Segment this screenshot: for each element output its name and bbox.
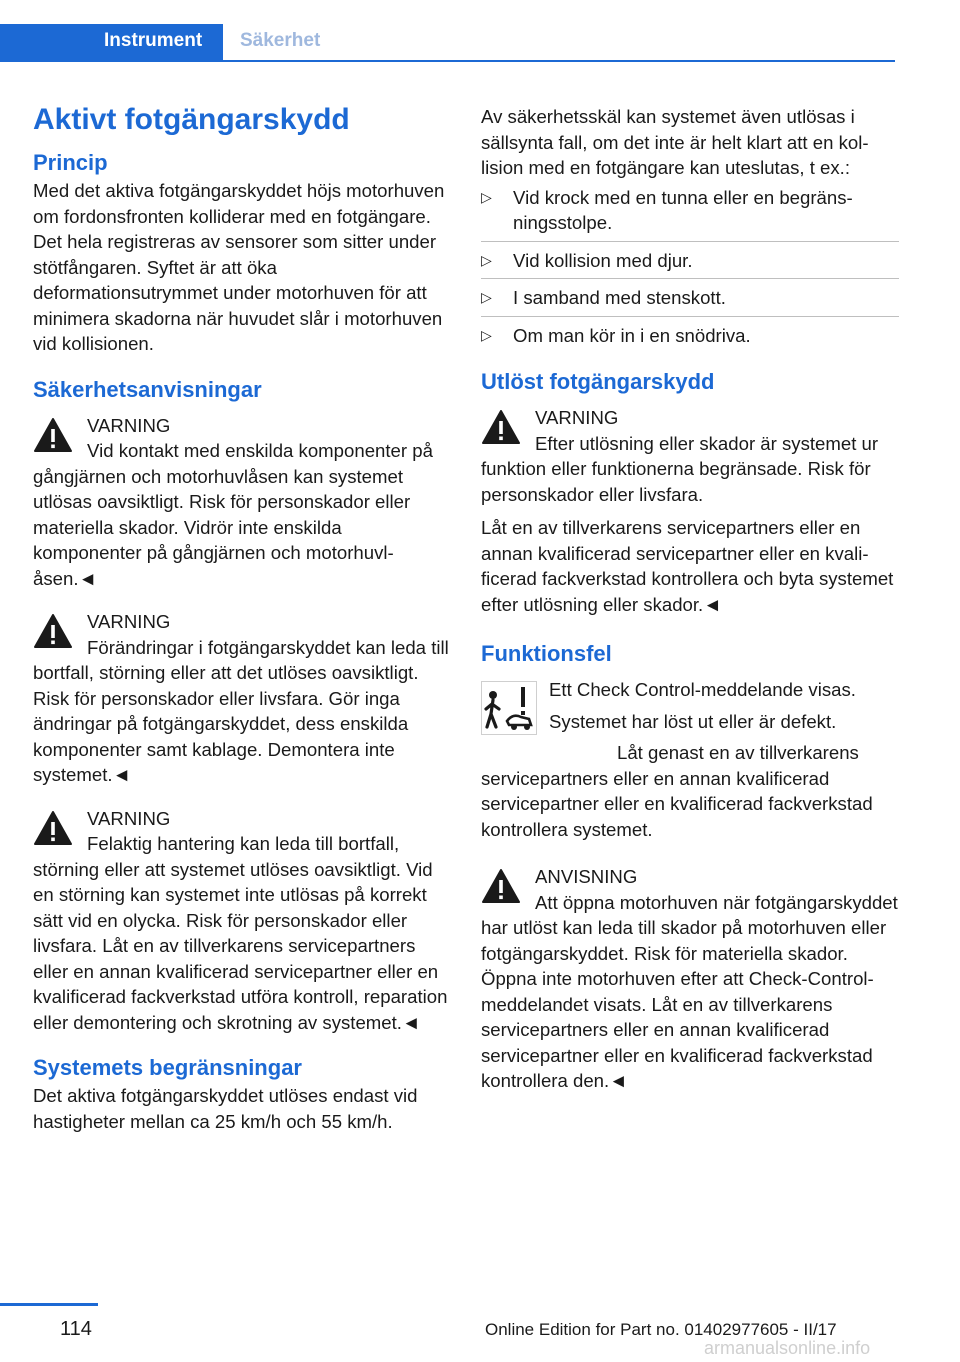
page-header	[0, 0, 895, 62]
footer-rule	[0, 1303, 98, 1306]
pedestrian-protection-warning-icon	[481, 681, 537, 735]
warning-triangle-icon	[33, 810, 73, 846]
warning-title: VARNING	[535, 407, 619, 428]
list-item-text: Om man kör in i en snödriva.	[513, 324, 751, 346]
notice-block	[481, 864, 899, 1094]
page-title: Aktivt fotgängarskydd	[33, 103, 350, 136]
page-number: 114	[60, 1318, 92, 1340]
warning-text: Efter utlösning eller skador är systemet ur funktion eller funktionerna begränsade. Risk för personskador eller livsfara.	[481, 432, 879, 505]
malfunction-line-1: Ett Check Control-meddelande visas.	[549, 679, 856, 700]
intro-paragraph: Av säkerhetsskäl kan systemet även utlösas i sällsynta fall, om det inte är helt klart att en kollision med en fotgängare kan uteslutas, t ex.:	[481, 106, 869, 178]
list-item	[481, 248, 899, 280]
malfunction-block	[481, 677, 899, 842]
bullet-list	[481, 185, 899, 354]
warning-triangle-icon	[481, 868, 521, 904]
header-rule	[0, 60, 895, 62]
warning-triangle-icon	[481, 409, 521, 445]
warning-triangle-icon	[33, 417, 73, 453]
malfunction-line-2: Systemet har löst ut eller är defekt.	[549, 710, 837, 732]
bullet-triangle-icon: ▷	[481, 326, 492, 343]
warning-block	[33, 609, 451, 788]
warning-title: VARNING	[87, 807, 171, 829]
warning-block	[33, 806, 451, 1036]
bullet-triangle-icon: ▷	[481, 251, 492, 268]
list-item-text: I samband med stenskott.	[513, 287, 726, 308]
watermark: armanualsonline.info	[704, 1338, 871, 1358]
warning-title: VARNING	[87, 611, 171, 632]
list-item-text: Vid krock med en tunna eller en begränsningsstolpe.	[513, 186, 853, 233]
section-heading-malfunction: Funktionsfel	[481, 641, 612, 666]
warning-text: Felaktig hantering kan leda till bortfall, störning eller att systemet utlöses oavsiktligt. Vid en störning kan systemet inte utlösas på korrekt sätt vid en olycka. Risk för personskador eller livsfara. Låt en av tillverkarens servicepartners eller en annan kvalificerad servicepartner eller en kvalificerad fackverkstad utföra kontroll, reparation eller demontering och skrotning av systemet.◄	[33, 833, 448, 1033]
warning-text: Förändringar i fotgängarskyddet kan leda till bortfall, störning eller att det utlöses oavsiktligt. Risk för personskador eller livsfara. Gör inga ändringar på fotgängarskyddet, dess enskilda komponenter samt kablage. Demontera inte systemet.◄	[33, 636, 449, 785]
warning-title: VARNING	[87, 414, 171, 436]
left-column	[33, 100, 451, 1134]
warning-block	[481, 405, 899, 507]
tab-sakerhet[interactable]: Säkerhet	[240, 30, 321, 51]
bullet-triangle-icon: ▷	[481, 289, 492, 305]
notice-title: ANVISNING	[535, 866, 638, 887]
warning-triangle-icon	[33, 613, 73, 649]
list-item	[481, 185, 899, 242]
section-heading-limits: Systemets begränsningar	[33, 1055, 302, 1080]
tab-instrument[interactable]	[0, 24, 223, 60]
list-item-text: Vid kollision med djur.	[513, 249, 693, 271]
tab-instrument-label: Instrument	[104, 30, 203, 51]
triggered-paragraph: Låt en av tillverkarens servicepartners eller en annan kvalificerad servicepartner eller en kvalificerad fackverkstad kontrollera och byta systemet efter utlösning eller skador.◄	[481, 517, 894, 615]
section-heading-safety: Säkerhetsanvisningar	[33, 376, 262, 402]
warning-text: Vid kontakt med enskilda komponenter på gångjärnen och motorhuvlåsen kan systemet utlösas oavsiktligt. Risk för personskador eller materiella skador. Vidrör inte enskilda komponenter på gångjärnen och motorhuvlåsen.◄	[33, 440, 433, 589]
list-item	[481, 323, 899, 354]
list-item	[481, 285, 899, 317]
malfunction-paragraph: Låt genast en av tillverkarens servicepartners eller en annan kvalificerad servicepartner eller en kvalificerad fackverkstad kontrollera systemet.	[481, 742, 873, 840]
princip-paragraph: Med det aktiva fotgängarskyddet höjs motorhuven om fordonsfronten kolliderar med en fotgängare. Det hela registreras av sensorer som sitter under stötfångaren. Syftet är att öka deformationsutrymmet under motorhuven för att minimera skadorna när huvudet slår i motorhuven vid kollisionen.	[33, 180, 445, 354]
right-column	[481, 104, 899, 1094]
limits-paragraph: Det aktiva fotgängarskyddet utlöses endast vid hastigheter mellan ca 25 km/h och 55 km/h.	[33, 1085, 418, 1132]
section-heading-princip: Princip	[33, 150, 108, 175]
section-heading-triggered: Utlöst fotgängarskydd	[481, 369, 715, 394]
edition-note: Online Edition for Part no. 01402977605 - II/17	[485, 1320, 837, 1339]
bullet-triangle-icon: ▷	[481, 188, 492, 205]
notice-text: Att öppna motorhuven när fotgängarskyddet har utlöst kan leda till skador på motorhuven eller fotgängarskyddet. Risk för materiella skador. Öppna inte motorhuven efter att Check-Control-meddelandet visats. Låt en av tillverkarens servicepartners eller en annan kvalificerad servicepartner eller en kvalificerad fackverkstad kontrollera den.◄	[481, 891, 898, 1091]
warning-block	[33, 413, 451, 592]
